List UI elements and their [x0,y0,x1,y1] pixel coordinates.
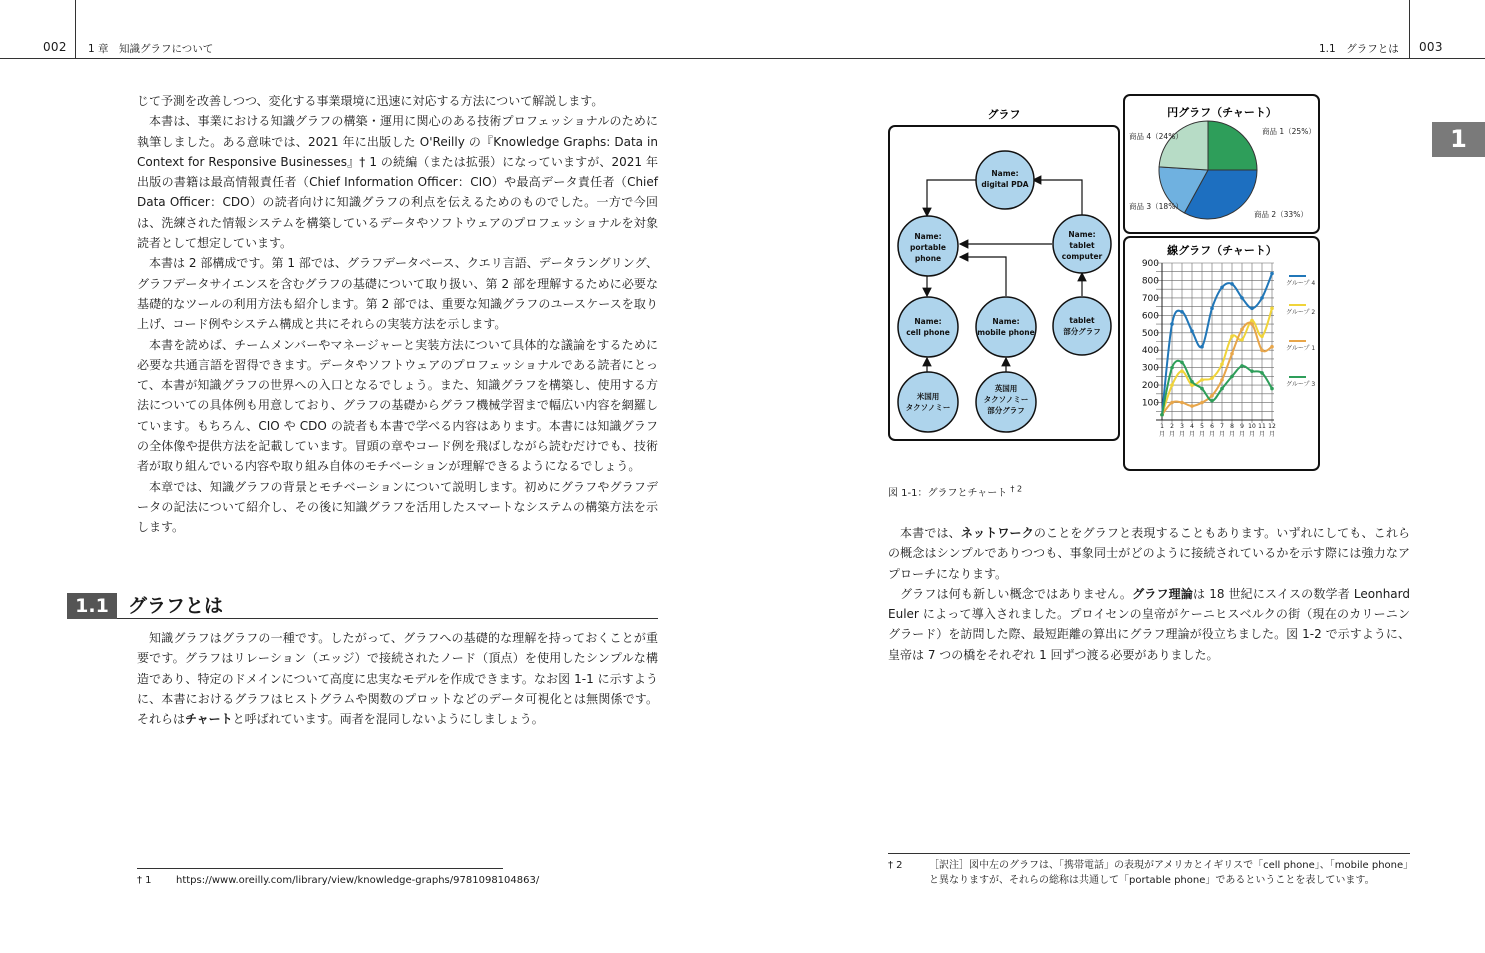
svg-text:digital PDA: digital PDA [981,180,1029,189]
y-tick-label: 100 [1141,398,1159,409]
y-tick-label: 300 [1141,363,1159,374]
data-point [1260,296,1264,300]
svg-text:部分グラフ: 部分グラフ [1063,327,1101,336]
data-point [1240,327,1244,331]
paragraph [888,584,1410,665]
x-tick-unit: 月 [1238,431,1246,438]
data-point [1180,361,1184,365]
paragraph [137,628,658,729]
data-point [1190,404,1194,408]
page-number: 002 [43,40,67,54]
paragraph: 本書を読めば、チームメンバーやマネージャーと実装方法について具体的な議論をするために必要な共通言語を習得できます。データやソフトウェアのプロフェッショナルである読者にとって、本書が知識グラフの世界への入口となるでしょう。また、知識グラフを構築し、使用する方法についての具体例も用意しており、グラフの基礎からグラフ機械学習まで幅広い内容を網羅しています。もちろん、CIO や CDO の読者も本書で学べる内容はあります。本書には知識グラフの全体像や提供方法を記載しています。冒頭の章やコード例を飛ばしながら読むだけでも、技術者が取り組んでいる内容や取り組み自体のモチベーションが理解できるようになるでしょう。 [137,337,658,474]
pie-label: 商品 2（33%） [1254,210,1308,219]
bold-term: チャート [185,712,233,727]
svg-text:cell phone: cell phone [906,328,950,337]
header-rule [744,58,1485,59]
svg-text:Name:: Name: [991,169,1019,178]
x-tick-label: 2 [1170,423,1174,430]
y-tick-label: 200 [1141,381,1159,392]
body-text [137,91,658,538]
pie-title: 円グラフ（チャート） [1167,106,1277,119]
data-point [1250,307,1254,311]
text-run: のことをグラフと表現することもあります。いずれにしても、これらの概念はシンプルでありつつも、事象同士がどのように接続されているかを示す際には強力なアプローチになります。 [888,526,1410,581]
node-digital-pda [976,151,1034,209]
data-point [1260,348,1264,352]
footnote-link[interactable]: https://www.oreilly.com/library/view/knowledge-graphs/9781098104863/ [176,875,540,886]
x-tick-label: 7 [1220,423,1224,430]
svg-text:tablet: tablet [1069,316,1095,325]
data-point [1240,364,1244,368]
legend-label: グループ 1 [1286,345,1316,352]
data-point [1230,334,1234,338]
data-point [1250,319,1254,323]
caption-ref: † 2 [1010,484,1023,494]
data-point [1210,307,1214,311]
x-tick-unit: 月 [1198,431,1206,438]
legend-label: グループ 2 [1286,309,1316,316]
chapter-tab: 1 [1432,122,1485,157]
x-tick-label: 9 [1240,423,1244,430]
node-us-taxonomy [898,372,958,432]
node-cell-phone [898,297,958,357]
data-point [1230,282,1234,286]
svg-text:Name:: Name: [914,317,942,326]
text-run: グラフは何も新しい概念ではありません。 [900,586,1133,601]
y-tick-label: 900 [1141,259,1159,269]
figure-1-1 [884,90,1324,480]
data-point [1180,401,1184,405]
running-header: 1 章 知識グラフについて [88,43,214,55]
section-rule [117,618,658,619]
section-title: グラフとは [128,595,224,617]
data-point [1230,375,1234,379]
x-tick-unit: 月 [1228,431,1236,438]
data-point [1190,380,1194,384]
x-tick-label: 11 [1258,423,1266,430]
svg-text:タクソノミー: タクソノミー [983,395,1029,404]
y-tick-label: 700 [1141,293,1159,304]
pie-label: 商品 4（24%） [1129,132,1183,141]
x-tick-label: 4 [1190,423,1194,430]
data-point [1270,345,1274,349]
footnote-mark: † 1 [137,875,152,886]
x-tick-label: 5 [1200,423,1204,430]
data-point [1270,387,1274,391]
x-tick-label: 12 [1268,423,1276,430]
data-point [1170,366,1174,370]
pie-label: 商品 3（18%） [1129,202,1183,211]
section-body [137,628,658,729]
node-uk-taxonomy [976,372,1036,432]
figure-caption [888,484,1022,499]
legend-label: グループ 3 [1286,381,1316,388]
data-point [1220,362,1224,366]
data-point [1250,369,1254,373]
data-point [1230,352,1234,356]
data-point [1200,401,1204,405]
x-tick-unit: 月 [1178,431,1186,438]
text-run: は 18 世紀にスイスの数学者 Leonhard Euler によって導入されました。プロイセンの皇帝がケーニヒスベルクの街（現在のカリーニングラード）を訪問した際、最短距離の算出にグラフ理論が役立ちました。図 1-2 で示すように、皇帝は 7 つの橋をそれぞれ 1 回ずつ渡る必要がありました。 [888,586,1410,662]
data-point [1210,399,1214,403]
x-tick-label: 10 [1248,423,1256,430]
bold-term: グラフ理論 [1132,586,1194,601]
data-point [1270,307,1274,311]
data-point [1210,376,1214,380]
y-tick-label: 400 [1141,346,1159,357]
caption-text: 図 1-1：グラフとチャート [888,488,1008,499]
data-point [1220,378,1224,382]
x-tick-label: 3 [1180,423,1184,430]
text-run: と呼ばれています。両者を混同しないようにしましょう。 [232,712,544,727]
data-point [1240,338,1244,342]
data-point [1200,378,1204,382]
footnote-rule [888,853,1410,854]
data-point [1260,334,1264,338]
data-point [1220,286,1224,290]
header-divider [1409,0,1410,58]
data-point [1210,394,1214,398]
data-point [1270,272,1274,276]
data-point [1220,387,1224,391]
svg-text:portable: portable [910,243,946,252]
section-number: 1.1 [67,593,117,619]
x-tick-unit: 月 [1208,431,1216,438]
header-divider [75,0,76,58]
paragraph: 本書は 2 部構成です。第 1 部では、グラフデータベース、クエリ言語、データラングリング、グラフデータサイエンスを含むグラフの基礎について取り扱い、第 2 部を理解するために必要な基礎的なツールの利用方法も紹介します。第 2 部では、重要な知識グラフのユースケースを取り上げ、コード例やシステム構成と共にそれらの実装方法を示します。 [137,256,658,332]
y-tick-label: 800 [1141,276,1159,287]
svg-text:米国用: 米国用 [916,392,940,401]
running-header: 1.1 グラフとは [1319,43,1399,55]
footnote-rule [137,868,503,869]
svg-text:英国用: 英国用 [994,384,1018,393]
footnote-text: ［訳注］図中左のグラフは、「携帯電話」の表現がアメリカとイギリスで「cell phone」、「mobile phone」と異なりますが、それらの総称は共通して「portable phone」であるということを表しています。 [929,860,1409,886]
x-tick-label: 1 [1160,423,1164,430]
x-tick-unit: 月 [1218,431,1226,438]
x-tick-unit: 月 [1248,431,1256,438]
node-tablet-subgraph [1053,297,1111,355]
paragraph [888,523,1410,584]
data-point [1160,413,1164,417]
legend-label: グループ 4 [1286,280,1316,287]
data-point [1200,345,1204,349]
x-tick-label: 8 [1230,423,1234,430]
svg-text:Name:: Name: [992,317,1020,326]
x-tick-unit: 月 [1158,431,1166,438]
body-text [888,523,1410,665]
x-tick-unit: 月 [1258,431,1266,438]
paragraph: じて予測を改善しつつ、変化する事業環境に迅速に対応する方法について解説します。 [137,94,604,108]
graph-title: グラフ [987,108,1021,121]
y-tick-label: 500 [1141,328,1159,339]
text-run: 本書では、 [900,526,961,540]
data-point [1240,296,1244,300]
x-tick-unit: 月 [1168,431,1176,438]
data-point [1250,322,1254,326]
data-point [1170,383,1174,387]
data-point [1170,322,1174,326]
data-point [1170,401,1174,405]
page-number: 003 [1419,40,1443,54]
svg-text:mobile phone: mobile phone [977,328,1035,337]
svg-text:phone: phone [914,254,942,263]
svg-text:タクソノミー: タクソノミー [905,403,951,412]
pie-label: 商品 1（25%） [1262,127,1316,136]
svg-text:Name:: Name: [914,232,942,241]
x-tick-unit: 月 [1268,431,1276,438]
x-tick-unit: 月 [1188,431,1196,438]
data-point [1180,369,1184,373]
svg-text:tablet: tablet [1069,241,1095,250]
header-rule [0,58,744,59]
right-page [744,0,1485,953]
line-title: 線グラフ（チャート） [1167,244,1277,257]
x-tick-label: 6 [1210,423,1214,430]
bold-term: ネットワーク [960,526,1034,540]
data-point [1260,371,1264,375]
data-point [1180,310,1184,314]
paragraph: 本書は、事業における知識グラフの構築・運用に関心のある技術プロフェッショナルのために執筆しました。ある意味では、2021 年に出版した O'Reilly の『Knowledge Graphs: Data in Context for Responsive Businesses』† 1 の続編（または拡張）になっていますが、2021 年出版の書籍は最高情報責任者（Chief Information Officer：CIO）や最高データ責任者（Chief Data Officer：CDO）の読者向けに知識グラフの利点を伝えるためのものでした。一方で今回は、洗練された情報システムを構築しているデータやソフトウェアのプロフェッショナルを対象読者として想定しています。 [137,114,658,251]
svg-text:computer: computer [1061,252,1103,261]
footnote-mark: † 2 [888,860,903,871]
y-tick-label: 600 [1141,311,1159,322]
svg-text:Name:: Name: [1068,230,1096,239]
text-run: 知識グラフはグラフの一種です。したがって、グラフへの基礎的な理解を持っておくことが重要です。グラフはリレーション（エッジ）で接続されたノード（頂点）を使用したシンプルな構造であり、特定のドメインについて高度に忠実なモデルを作成できます。なお図 1-1 に示すように、本書におけるグラフはヒストグラムや関数のプロットなどのデータ可視化とは無関係です。それらは [137,631,658,727]
data-point [1190,329,1194,333]
svg-text:部分グラフ: 部分グラフ [987,406,1025,415]
paragraph: 本章では、知識グラフの背景とモチベーションについて説明します。初めにグラフやグラフデータの記法について紹介し、その後に知識グラフを活用したスマートなシステムの構築方法を示します。 [137,479,658,535]
data-point [1200,387,1204,391]
node-tablet-computer [1053,215,1111,273]
node-portable-phone [898,216,958,276]
node-mobile-phone [976,297,1036,357]
